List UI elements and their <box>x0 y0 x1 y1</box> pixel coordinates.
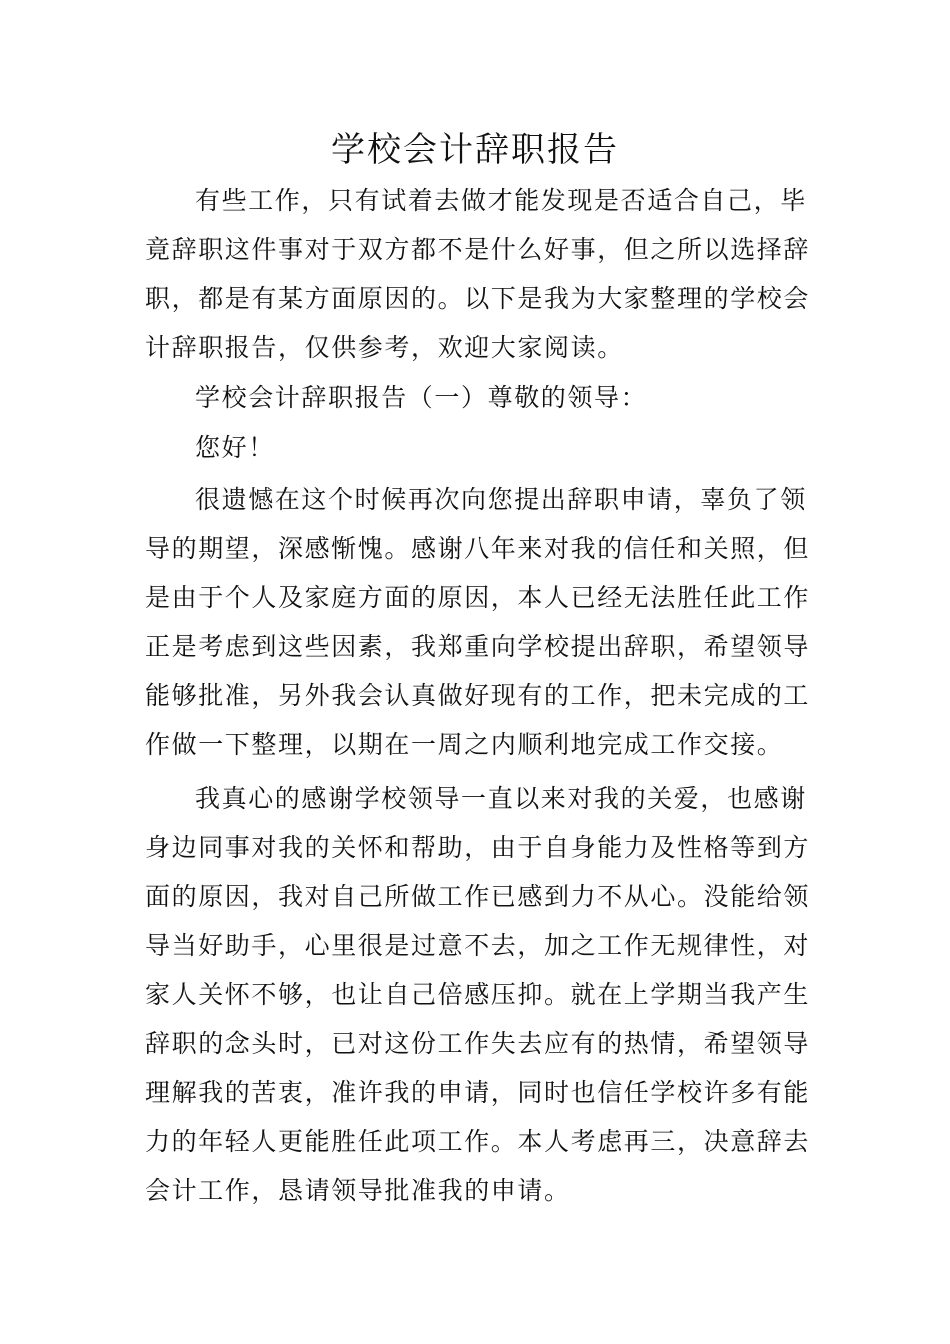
body-line: 是由于个人及家庭方面的原因，本人已经无法胜任此工作 <box>145 583 811 612</box>
body-line: 力的年轻人更能胜任此项工作。本人考虑再三，决意辞去 <box>145 1127 811 1156</box>
document-title: 学校会计辞职报告 <box>331 130 619 170</box>
body-line: 我真心的感谢学校领导一直以来对我的关爱，也感谢 <box>195 784 807 813</box>
body-line: 正是考虑到这些因素，我郑重向学校提出辞职，希望领导 <box>145 632 811 661</box>
body-line: 辞职的念头时，已对这份工作失去应有的热情，希望领导 <box>145 1029 811 1058</box>
body-line: 身边同事对我的关怀和帮助，由于自身能力及性格等到方 <box>145 833 811 862</box>
body-line: 很遗憾在这个时候再次向您提出辞职申请，辜负了领 <box>195 485 807 514</box>
body-line: 有些工作，只有试着去做才能发现是否适合自己，毕 <box>195 186 807 215</box>
body-line: 家人关怀不够，也让自己倍感压抑。就在上学期当我产生 <box>145 980 811 1009</box>
greeting-line: 您好！ <box>195 433 275 462</box>
body-line: 计辞职报告，仅供参考，欢迎大家阅读。 <box>145 333 624 362</box>
body-line: 职，都是有某方面原因的。以下是我为大家整理的学校会 <box>145 284 811 313</box>
body-line: 能够批准，另外我会认真做好现有的工作，把未完成的工 <box>145 681 811 710</box>
body-line: 会计工作，恳请领导批准我的申请。 <box>145 1176 571 1205</box>
body-line: 竟辞职这件事对于双方都不是什么好事，但之所以选择辞 <box>145 235 811 264</box>
body-line: 理解我的苦衷，准许我的申请，同时也信任学校许多有能 <box>145 1078 811 1107</box>
body-line: 面的原因，我对自己所做工作已感到力不从心。没能给领 <box>145 882 811 911</box>
body-line: 导的期望，深感惭愧。感谢八年来对我的信任和关照，但 <box>145 534 811 563</box>
body-line: 作做一下整理，以期在一周之内顺利地完成工作交接。 <box>145 730 784 759</box>
body-line: 导当好助手，心里很是过意不去，加之工作无规律性，对 <box>145 931 811 960</box>
section-heading-line: 学校会计辞职报告（一）尊敬的领导： <box>195 383 648 412</box>
